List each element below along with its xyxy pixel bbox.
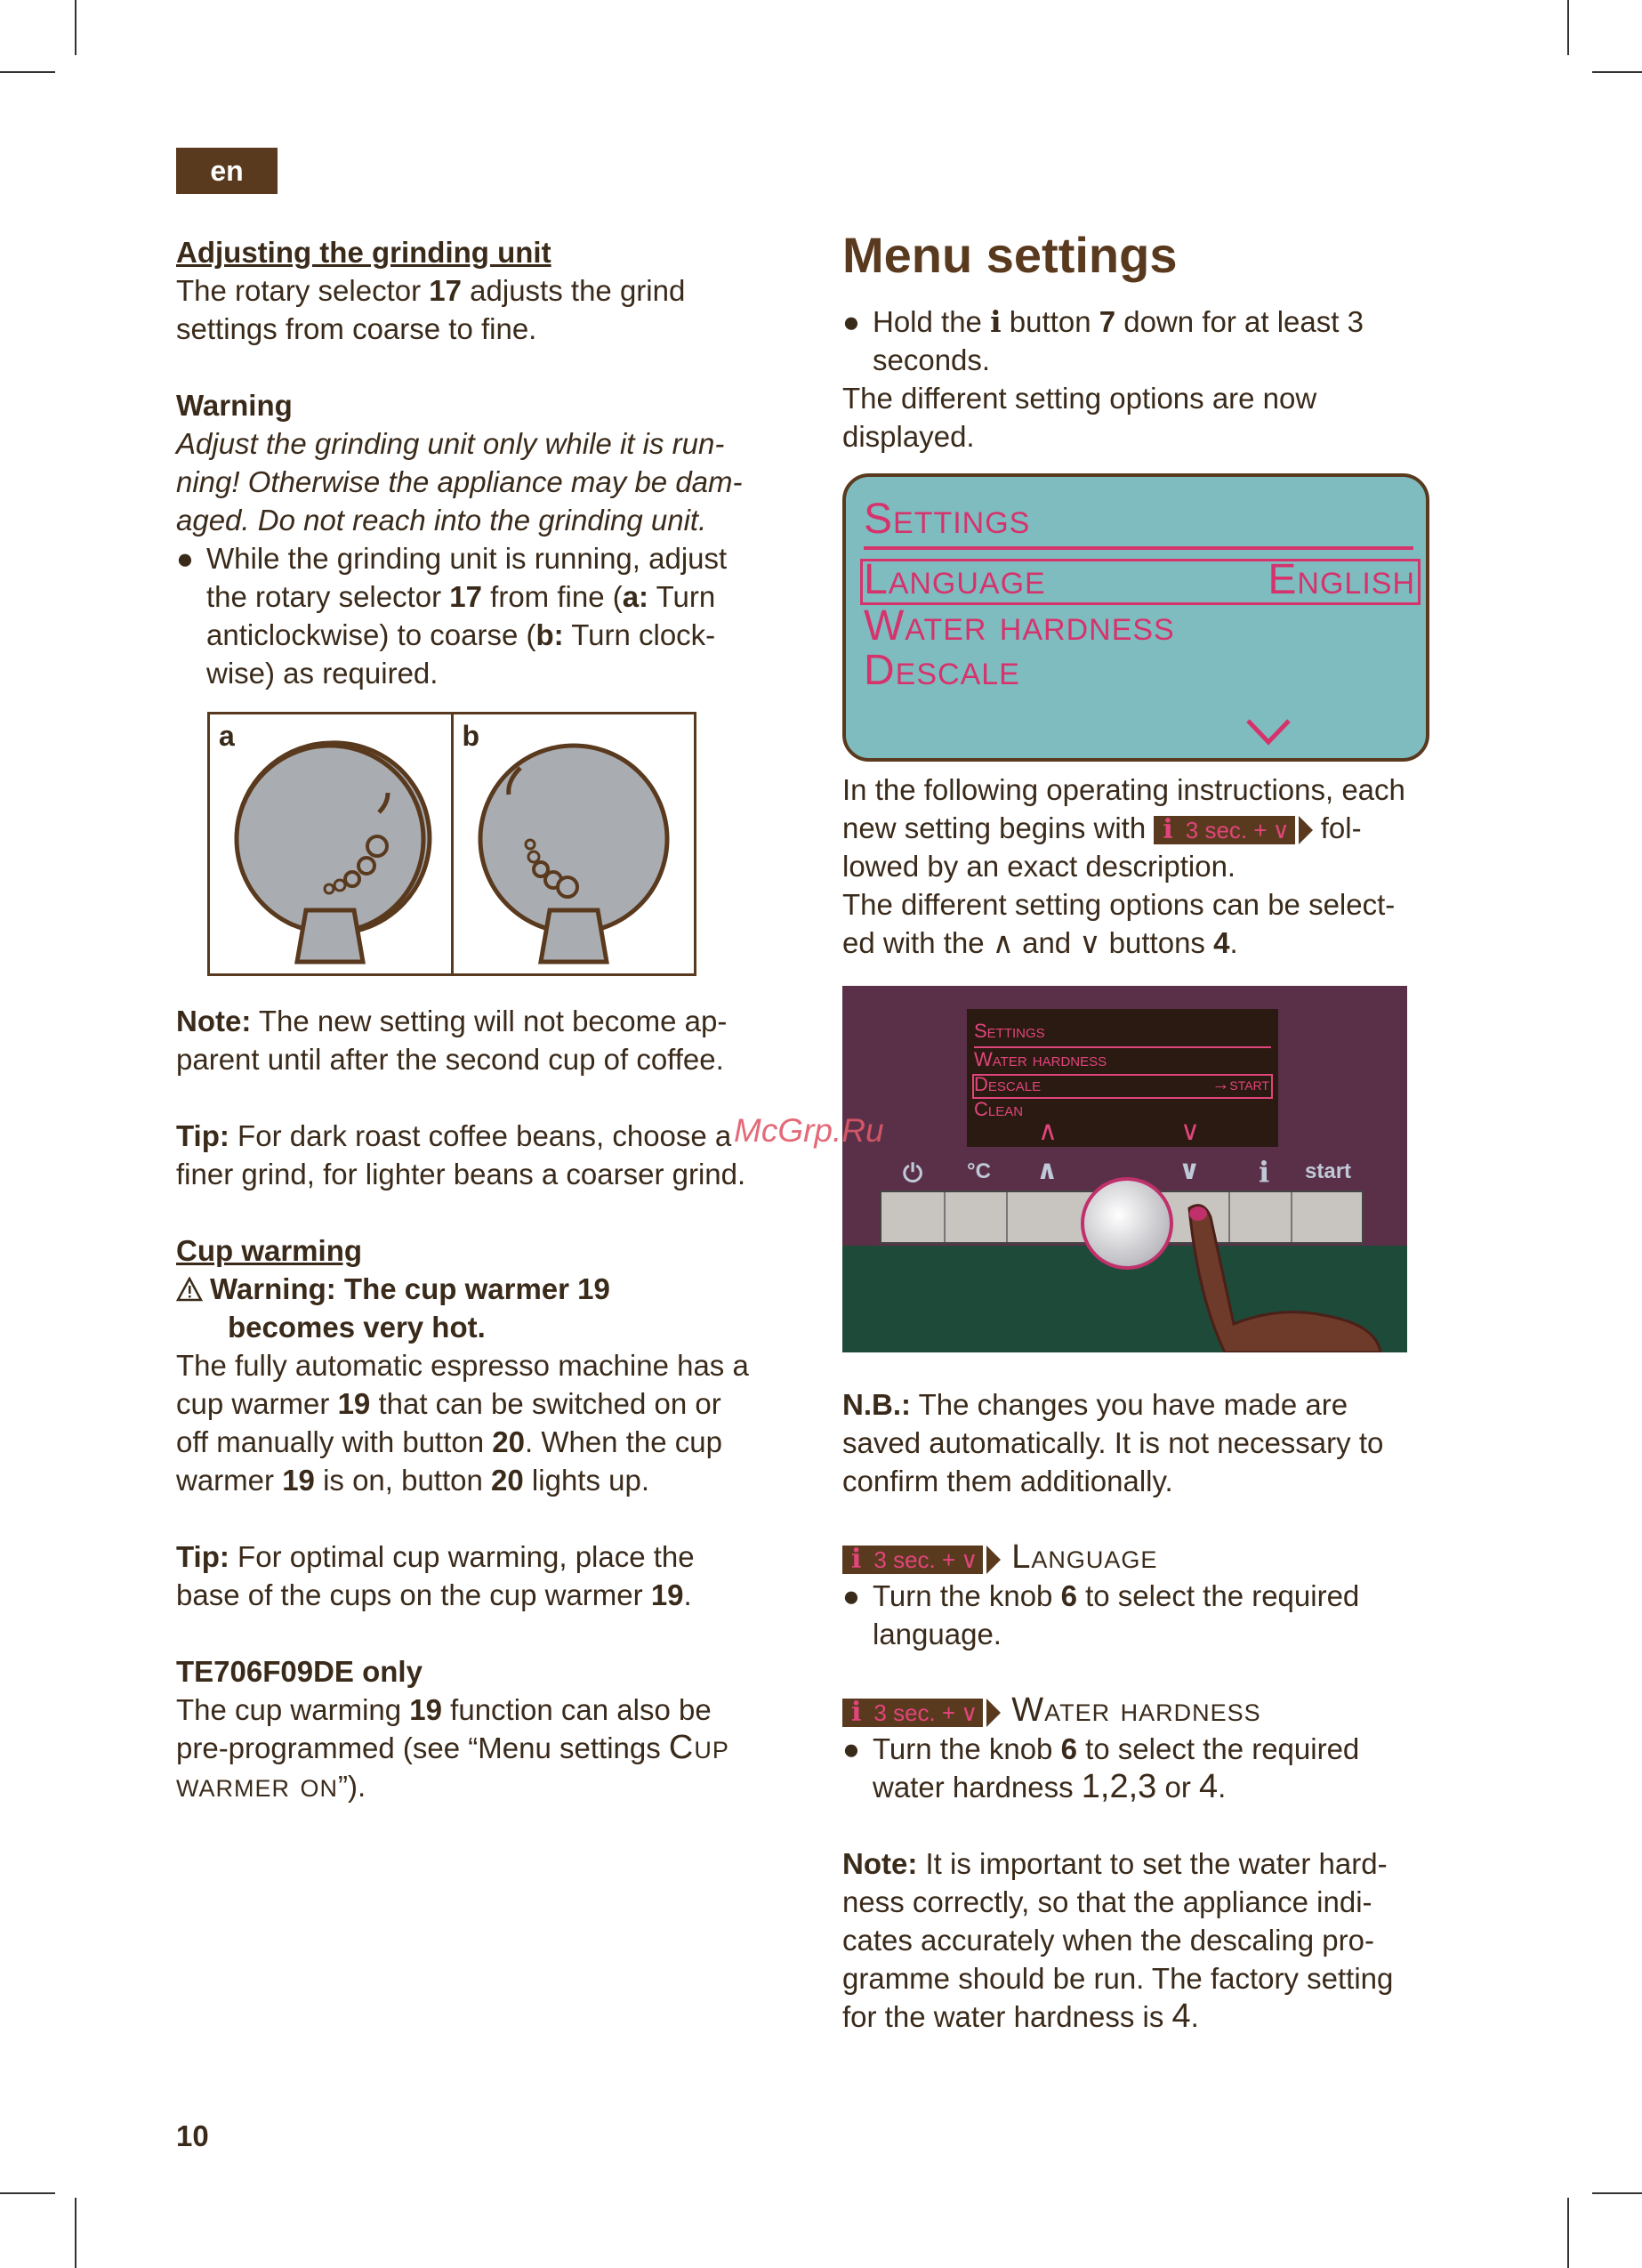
settings-display: [842, 473, 1429, 762]
crop-mark: [0, 2192, 55, 2194]
warning-line: Adjust the grinding unit only while it is run-: [176, 427, 725, 460]
info-icon: i: [851, 1544, 862, 1576]
note-text: ness correctly, so that the appliance indi-: [842, 1885, 1372, 1918]
body-text: ed with the ∧ and ∨ buttons 4.: [842, 926, 1238, 959]
chevron-down-icon: ∨: [1179, 1156, 1201, 1185]
warning-heading: Warning: [176, 389, 293, 422]
crop-mark: [1592, 71, 1642, 73]
hand-icon: [1171, 1190, 1385, 1352]
watermark: McGrp.Ru: [734, 1112, 884, 1149]
lcd-language-value: English: [1268, 556, 1415, 603]
body-text: The different setting options can be select-: [842, 888, 1396, 921]
nb-text: saved automatically. It is not necessary to: [842, 1426, 1384, 1459]
model-heading: TE706F09DE only: [176, 1655, 423, 1688]
panel-display-start: →start: [1211, 1075, 1269, 1094]
key-sequence-badge: i 3 sec. + ∨: [1154, 816, 1312, 844]
rotary-knob: [1081, 1177, 1173, 1270]
grinder-dial-b-icon: [454, 714, 694, 973]
chevron-down-icon: ∨: [1180, 1117, 1200, 1146]
tip-text: finer grind, for lighter beans a coarser grind.: [176, 1158, 746, 1190]
crop-mark: [75, 2198, 76, 2268]
nb-text: N.B.: The changes you have made are: [842, 1388, 1348, 1421]
info-icon: i: [1259, 1155, 1270, 1189]
crop-mark: [75, 0, 76, 55]
control-panel-photo: [842, 986, 1407, 1352]
crop-mark: [0, 71, 55, 73]
left-column-lower: [176, 1002, 817, 1805]
model-text: pre-programmed (see “Menu settings Cup: [176, 1729, 729, 1766]
lcd-item-water-hardness: Water hardness: [864, 602, 1175, 650]
crop-mark: [1592, 2192, 1642, 2194]
left-column: [176, 233, 817, 692]
language-section-title: i 3 sec. + ∨ Language: [842, 1538, 1483, 1577]
warning-icon: [176, 1277, 203, 1302]
tip-text: Tip: For optimal cup warming, place the: [176, 1540, 695, 1573]
panel-display: [967, 1009, 1278, 1147]
figure-label-b: b: [462, 720, 480, 752]
bullet-item: ● While the grinding unit is running, adjust: [176, 542, 728, 575]
crop-mark: [1567, 0, 1569, 55]
body-text: new setting begins with i 3 sec. + ∨ fol-: [842, 811, 1362, 846]
bullet-item: ● Turn the knob 6 to select the required: [842, 1732, 1360, 1765]
bullet-item: ● Hold the i button 7 down for at least 3: [842, 304, 1364, 339]
bullet-cont: water hardness 1,2,3 or 4.: [873, 1768, 1227, 1805]
right-column-mid: [842, 771, 1483, 962]
chevron-up-icon: ∧: [992, 926, 1014, 959]
note-text: gramme should be run. The factory setting: [842, 1962, 1394, 1995]
panel-display-item: Clean: [974, 1098, 1024, 1120]
chevron-down-icon: ∨: [961, 1546, 978, 1574]
start-label: start: [1305, 1159, 1352, 1183]
right-column-lower: [842, 1385, 1483, 2036]
bullet-cont: language.: [873, 1618, 1002, 1651]
info-icon: i: [851, 1697, 862, 1729]
note-text: Note: It is important to set the water hard-: [842, 1847, 1388, 1880]
right-column: [842, 224, 1483, 456]
bullet-cont: seconds.: [873, 343, 991, 376]
chevron-down-icon: [1244, 717, 1292, 746]
figure-panel-b: [451, 714, 695, 973]
panel-display-title: Settings: [974, 1020, 1045, 1042]
cup-text: cup warmer 19 that can be switched on or: [176, 1387, 721, 1420]
warning-line: ning! Otherwise the appliance may be dam-: [176, 465, 743, 498]
bullet-item: ● Turn the knob 6 to select the required: [842, 1579, 1360, 1612]
chevron-up-icon: ∧: [1036, 1156, 1058, 1185]
lcd-title: Settings: [864, 496, 1031, 543]
key-sequence-badge: i 3 sec. + ∨: [842, 1699, 1001, 1727]
note-text: parent until after the second cup of coffee.: [176, 1043, 724, 1076]
warning-line: aged. Do not reach into the grinding unit.: [176, 504, 707, 537]
power-icon: ⏻: [903, 1159, 923, 1187]
nb-text: confirm them additionally.: [842, 1465, 1173, 1497]
key-sequence-badge: i 3 sec. + ∨: [842, 1546, 1001, 1574]
chevron-down-icon: ∨: [961, 1699, 978, 1727]
page-title: Menu settings: [842, 227, 1178, 283]
crop-mark: [1567, 2198, 1569, 2268]
water-section-title: i 3 sec. + ∨ Water hardness: [842, 1691, 1483, 1730]
grinder-dial-a-icon: [210, 714, 450, 973]
note-text: for the water hardness is 4.: [842, 1998, 1199, 2035]
model-text: warmer on”).: [176, 1767, 366, 1804]
figure-panel-a: [210, 714, 451, 973]
lcd-item-language: Language: [864, 556, 1046, 603]
cup-warning: becomes very hot.: [228, 1311, 486, 1344]
grind-text: settings from coarse to fine.: [176, 312, 537, 345]
body-text: lowed by an exact description.: [842, 850, 1236, 883]
chevron-up-icon: ∧: [1038, 1117, 1058, 1146]
figure-label-a: a: [219, 720, 235, 752]
grinder-figure: [207, 712, 696, 976]
bullet-cont: the rotary selector 17 from fine (a: Turn: [206, 580, 716, 613]
page-number: 10: [176, 2119, 209, 2152]
cup-heading: Cup warming: [176, 1234, 363, 1267]
bullet-cont: anticlockwise) to coarse (b: Turn clock-: [206, 618, 716, 651]
info-icon: i: [1163, 814, 1173, 846]
cup-text: warmer 19 is on, button 20 lights up.: [176, 1464, 650, 1497]
tip-text: base of the cups on the cup warmer 19.: [176, 1578, 692, 1611]
body-text: In the following operating instructions, each: [842, 773, 1405, 806]
info-icon: i: [990, 304, 1002, 339]
grind-text: The rotary selector 17 adjusts the grind: [176, 274, 686, 307]
bullet-cont: wise) as required.: [206, 657, 439, 690]
tip-text: Tip: For dark roast coffee beans, choose a: [176, 1119, 732, 1152]
temperature-icon: °C: [967, 1159, 991, 1183]
language-tab: en: [176, 148, 278, 194]
cup-text: off manually with button 20. When the cup: [176, 1425, 722, 1458]
lcd-item-descale: Descale: [864, 647, 1020, 694]
cup-text: The fully automatic espresso machine has a: [176, 1349, 749, 1382]
model-text: The cup warming 19 function can also be: [176, 1693, 712, 1726]
chevron-down-icon: ∨: [1079, 926, 1101, 959]
note-text: Note: The new setting will not become ap-: [176, 1005, 728, 1037]
lcd-divider: [864, 546, 1413, 550]
grind-heading: Adjusting the grinding unit: [176, 236, 551, 269]
body-text: The different setting options are now: [842, 382, 1317, 415]
note-text: cates accurately when the descaling pro-: [842, 1924, 1374, 1957]
panel-display-item: Descale: [974, 1073, 1042, 1095]
cup-warning: Warning: The cup warmer 19: [176, 1270, 817, 1308]
panel-display-item: Water hardness: [974, 1048, 1107, 1070]
chevron-down-icon: ∨: [1272, 817, 1290, 844]
body-text: displayed.: [842, 420, 975, 453]
